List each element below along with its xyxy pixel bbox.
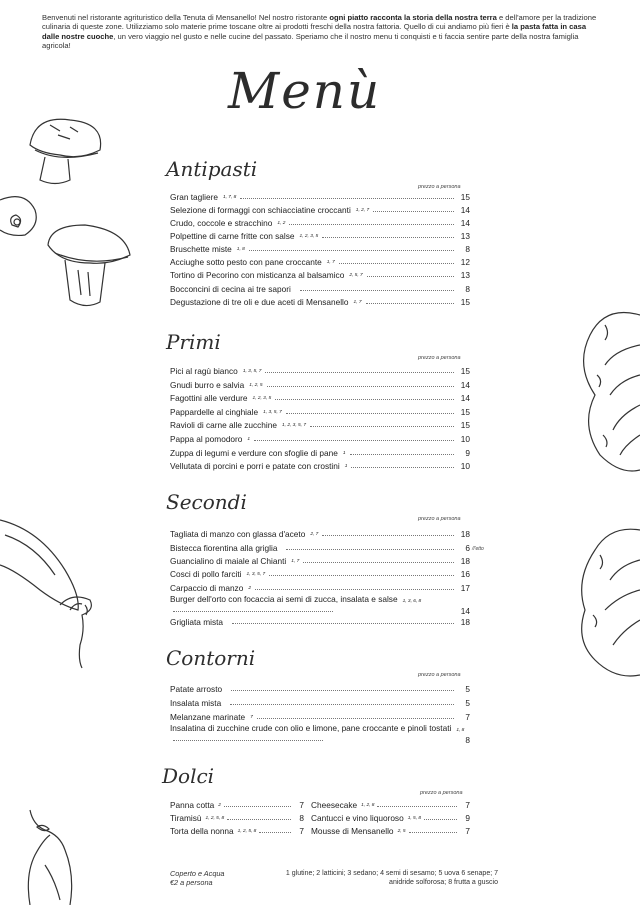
item-allergens: 1, 2, 5 (249, 383, 263, 388)
section-title-contorni: Contorni (166, 646, 256, 670)
menu-item (170, 459, 470, 471)
item-price: 10 (460, 461, 470, 471)
intro-bold: ogni piatto racconta la storia della nostra terra (329, 13, 497, 22)
item-allergens: 1, 2, 8 (361, 803, 375, 808)
item-price: 12 (460, 257, 470, 267)
menu-item (170, 595, 470, 615)
item-price: 17 (460, 583, 470, 593)
menu-item (311, 798, 470, 810)
menu-item (170, 216, 470, 228)
dot-leader (322, 535, 454, 536)
item-price: 18 (460, 529, 470, 539)
item-allergens: 1 (344, 464, 348, 469)
item-price: 7 (465, 800, 470, 810)
price-unit: /l'etto (472, 546, 484, 552)
item-price: 16 (460, 569, 470, 579)
item-name: Fagottini alle verdure (170, 393, 248, 403)
item-name: Bocconcini di cecina ai tre sapori (170, 284, 291, 294)
per-person-label: prezzo a persona (418, 184, 461, 190)
dot-leader (351, 467, 454, 468)
item-name: Guancialino di maiale al Chianti (170, 556, 287, 566)
intro-part: e dell'amore per la tradizione culinaria di queste zone. Utilizziamo solo materie prime toscane oltre ai prodotti freschi della nostra fattoria. Quello di cui andiamo più fieri è (42, 13, 597, 32)
per-person-label: prezzo a persona (418, 672, 461, 678)
item-allergens: 1, 7, 8 (222, 195, 237, 200)
item-allergens: 1, 2, 3, 5 (252, 396, 272, 401)
cover-charge-label: Coperto e Acqua (170, 869, 225, 878)
item-allergens: 1, 7 (291, 559, 300, 564)
dot-leader (322, 237, 454, 238)
menu-item (170, 446, 470, 458)
item-name: Polpettine di carne fritte con salse (170, 231, 295, 241)
dot-leader (289, 224, 454, 225)
item-name: Bistecca fiorentina alla griglia (170, 543, 278, 553)
item-name: Torta della nonna (170, 826, 234, 836)
dot-leader (257, 718, 454, 719)
item-allergens: 1, 2 (277, 221, 286, 226)
item-price: 14 (460, 218, 470, 228)
menu-item (170, 682, 470, 694)
item-allergens: 1, 3, 6, 8 (402, 599, 422, 604)
dot-leader (230, 704, 454, 705)
per-person-label: prezzo a persona (418, 355, 461, 361)
menu-item (170, 418, 470, 430)
item-name: Insalata mista (170, 698, 222, 708)
item-price: 9 (465, 448, 470, 458)
menu-item (170, 242, 470, 254)
item-allergens: 1, 8 (456, 728, 465, 733)
intro-part: , un vero viaggio nel gusto e nelle cucine del passato. Speriamo che il nostro menu ti conquisti e ti faccia sentire parte della nostra famiglia agricola! (42, 31, 579, 51)
item-allergens: 1, 2, 5, 8 (205, 816, 225, 821)
item-allergens: 1, 7 (353, 300, 362, 305)
item-name: Melanzane marinate (170, 712, 246, 722)
menu-item (311, 824, 470, 836)
grape-leaf-illustration (575, 525, 640, 685)
menu-item (170, 696, 470, 708)
item-price: 8 (465, 734, 470, 745)
intro-bold: la pasta fatta in casa dalle nostre cuoche (42, 22, 587, 41)
section-title-antipasti: Antipasti (166, 157, 258, 181)
intro-text (42, 13, 602, 51)
eggplant-illustration (0, 510, 100, 670)
item-price: 15 (460, 366, 470, 376)
section-title-secondi: Secondi (166, 490, 247, 514)
dot-leader (424, 819, 457, 820)
menu-item (170, 229, 470, 241)
dot-leader (231, 690, 454, 691)
item-name: Cantucci e vino liquoroso (311, 813, 404, 823)
menu-item (170, 203, 470, 215)
menu-item (170, 364, 470, 376)
dot-leader (269, 575, 454, 576)
item-name: Tortino di Pecorino con misticanza al balsamico (170, 270, 345, 280)
dot-leader (300, 290, 454, 291)
item-price: 14 (460, 605, 470, 616)
menu-item (170, 724, 470, 744)
dot-leader (286, 549, 454, 550)
grape-leaf-illustration (575, 305, 640, 480)
item-name: Mousse di Mensanello (311, 826, 394, 836)
section-title-dolci: Dolci (162, 764, 215, 788)
item-name: Grigliata mista (170, 617, 224, 627)
item-name: Panna cotta (170, 800, 215, 810)
item-allergens: 1, 2, 7 (355, 208, 370, 213)
dot-leader (377, 806, 457, 807)
item-name: Pici al ragù bianco (170, 366, 238, 376)
item-price: 8 (465, 244, 470, 254)
item-price: 14 (460, 393, 470, 403)
dot-leader (303, 562, 454, 563)
item-allergens: 1, 8 (236, 247, 245, 252)
menu-item (170, 811, 304, 823)
item-price: 5 (465, 684, 470, 694)
item-name: Tagliata di manzo con glassa d'aceto (170, 529, 306, 539)
per-person-label: prezzo a persona (418, 516, 461, 522)
menu-item (311, 811, 470, 823)
item-allergens: 7 (250, 715, 253, 720)
item-price: 18 (460, 556, 470, 566)
dot-leader (409, 832, 457, 833)
item-name: Cosci di pollo farciti (170, 569, 242, 579)
item-price: 5 (465, 698, 470, 708)
menu-item (170, 581, 470, 593)
cover-charge-price: €2 a persona (170, 878, 213, 887)
item-price: 7 (299, 826, 304, 836)
eggplant-illustration (25, 805, 80, 905)
item-price: 7 (465, 826, 470, 836)
menu-item (170, 405, 470, 417)
menu-item (170, 378, 470, 390)
item-price: 18 (460, 617, 470, 627)
dot-leader (173, 611, 333, 612)
menu-item (170, 268, 470, 280)
per-person-label: prezzo a persona (420, 790, 463, 796)
item-name: Gnudi burro e salvia (170, 380, 245, 390)
menu-item (170, 798, 304, 810)
item-name: Burger dell'orto con focaccia ai semi di zucca, insalata e salse (170, 594, 398, 604)
intro-part: Benvenuti nel ristorante agrituristico della Tenuta di Mensanello! Nel nostro ristorante (42, 13, 330, 22)
item-price: 15 (460, 192, 470, 202)
menu-item (170, 615, 470, 627)
mushroom-illustration (0, 105, 140, 320)
dot-leader (254, 440, 454, 441)
item-name: Insalatina di zucchine crude con olio e limone, pane croccante e pinoli tostati (170, 723, 452, 733)
dot-leader (286, 413, 454, 414)
dot-leader (267, 386, 454, 387)
item-allergens: 2, 7 (310, 532, 319, 537)
item-allergens: 2 (248, 586, 251, 591)
item-name: Degustazione di tre oli e due aceti di Mensanello (170, 297, 349, 307)
dot-leader (255, 589, 454, 590)
item-name: Tiramisù (170, 813, 202, 823)
allergens-legend: 1 glutine; 2 latticini; 3 sedano; 4 semi di sesamo; 5 uova 6 senape; 7 anidride solforosa; 8 frutta a guscio (285, 870, 498, 886)
item-name: Pappa al pomodoro (170, 434, 243, 444)
item-allergens: 2 (218, 803, 221, 808)
dot-leader (339, 263, 454, 264)
item-name: Zuppa di legumi e verdure con sfoglie di pane (170, 448, 338, 458)
item-name: Selezione di formaggi con schiacciatine croccanti (170, 205, 351, 215)
item-price: 8 (465, 284, 470, 294)
item-price: 14 (460, 380, 470, 390)
item-name: Bruschette miste (170, 244, 232, 254)
dot-leader (310, 426, 454, 427)
item-price: 7 (465, 712, 470, 722)
menu-item (170, 255, 470, 267)
item-allergens: 1, 3, 5, 7 (263, 410, 282, 415)
item-allergens: 1, 2, 5, 8 (237, 829, 257, 834)
dot-leader (265, 372, 454, 373)
menu-item (170, 554, 470, 566)
item-allergens: 1, 3, 5, 7 (246, 572, 266, 577)
item-allergens: 1, 7 (326, 260, 335, 265)
dot-leader (173, 740, 323, 741)
item-name: Vellutata di porcini e porri e patate con crostini (170, 461, 340, 471)
menu-item (170, 391, 470, 403)
item-allergens: 1, 5, 8 (407, 816, 422, 821)
dot-leader (227, 819, 291, 820)
dot-leader (232, 623, 454, 624)
item-name: Cheesecake (311, 800, 358, 810)
item-price: 8 (299, 813, 304, 823)
item-price: 14 (460, 205, 470, 215)
item-name: Gran tagliere (170, 192, 218, 202)
menu-item (170, 432, 470, 444)
item-name: Carpaccio di manzo (170, 583, 244, 593)
menu-item (170, 567, 470, 579)
menu-item (170, 710, 470, 722)
item-name: Pappardelle al cinghiale (170, 407, 259, 417)
dot-leader (373, 211, 454, 212)
item-price: 13 (460, 231, 470, 241)
menu-item (170, 295, 470, 307)
menu-item (170, 527, 470, 539)
item-allergens: 2, 5 (397, 829, 406, 834)
item-name: Acciughe sotto pesto con pane croccante (170, 257, 322, 267)
dot-leader (224, 806, 291, 807)
item-allergens: 1, 3, 5, 7 (242, 369, 262, 374)
item-price: 13 (460, 270, 470, 280)
dot-leader (275, 399, 454, 400)
item-price: 15 (460, 420, 470, 430)
dot-leader (259, 832, 291, 833)
dot-leader (249, 250, 454, 251)
item-name: Crudo, coccole e stracchino (170, 218, 273, 228)
item-name: Ravioli di carne alle zucchine (170, 420, 277, 430)
menu-item (170, 541, 484, 553)
item-price: 10 (460, 434, 470, 444)
item-allergens: 1 (342, 451, 346, 456)
section-title-primi: Primi (166, 330, 221, 354)
menu-item (170, 824, 304, 836)
dot-leader (367, 276, 454, 277)
item-price: 6 (465, 543, 470, 553)
item-price: 9 (465, 813, 470, 823)
item-allergens: 1, 2, 3, 5, 7 (282, 423, 307, 428)
item-allergens: 1, 2, 3, 5 (299, 234, 319, 239)
item-price: 15 (460, 297, 470, 307)
item-price: 7 (299, 800, 304, 810)
menu-item (170, 282, 470, 294)
item-price: 15 (460, 407, 470, 417)
item-allergens: 2, 5, 7 (349, 273, 363, 278)
dot-leader (240, 198, 454, 199)
menu-item (170, 190, 470, 202)
cover-charge (170, 869, 225, 887)
item-allergens: 1 (247, 437, 251, 442)
menu-title: Menù (228, 62, 382, 120)
dot-leader (366, 303, 454, 304)
dot-leader (350, 454, 454, 455)
item-name: Patate arrosto (170, 684, 223, 694)
